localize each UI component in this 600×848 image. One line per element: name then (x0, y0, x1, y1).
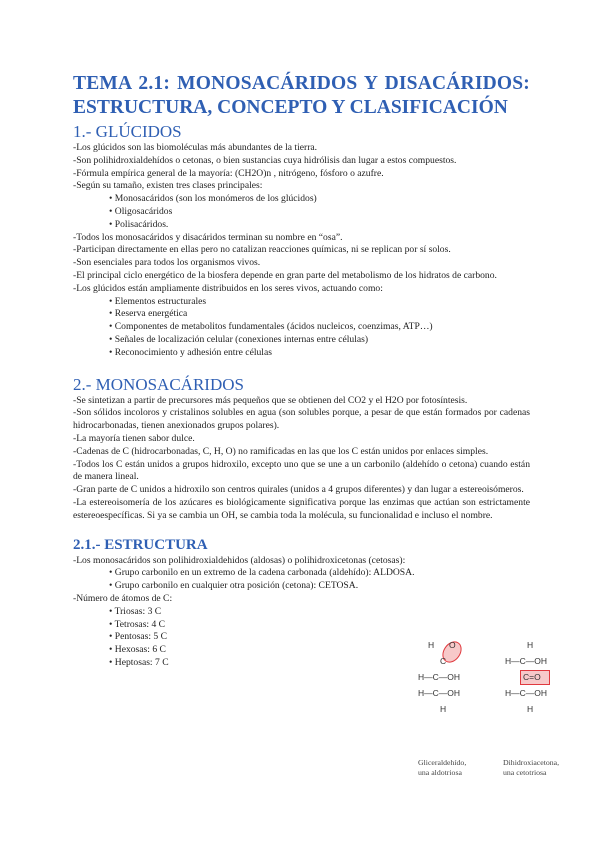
list-item: • Tetrosas: 4 C (109, 619, 530, 632)
list-item: • Grupo carbonilo en un extremo de la cadena carbonada (aldehído): ALDOSA. (109, 567, 530, 580)
section-heading-estructura: 2.1.- ESTRUCTURA (73, 536, 208, 553)
paragraph: -Todos los C están unidos a grupos hidroxilo, excepto uno que se une a un carbonilo (aldehído o cetona) cuando están de manera lineal. (73, 458, 530, 483)
document-page (73, 72, 530, 670)
paragraph: -Los monosacáridos son polihidroxialdehidos (aldosas) o polihidroxicetonas (cetosas): (73, 554, 406, 566)
atom-label: O (449, 640, 456, 650)
list-item: • Pentosas: 5 C (109, 631, 530, 644)
atom-label: H—C—OH (418, 672, 461, 682)
caption-gliceraldehido: Gliceraldehído, (418, 758, 467, 767)
atom-label: H (440, 704, 447, 714)
atom-label: H (428, 640, 435, 650)
paragraph: -Son esenciales para todos los organismos vivos. (73, 257, 261, 269)
classes-list (73, 193, 530, 231)
atom-label: C (440, 656, 447, 666)
paragraph: -Todos los monosacáridos y disacáridos terminan su nombre en “osa”. (73, 231, 343, 243)
list-item: • Hexosas: 6 C (109, 644, 530, 657)
atom-label: C=O (523, 672, 541, 682)
list-item: • Reconocimiento y adhesión entre células (109, 347, 530, 360)
paragraph: -Los glúcidos están ampliamente distribuidos en los seres vivos, actuando como: (73, 282, 383, 294)
list-item: • Polisacáridos. (109, 219, 530, 232)
paragraph: -Fórmula empírica general de la mayoría: (CH2O)n , nitrógeno, fósforo o azufre. (73, 167, 384, 179)
section-heading-glucidos: 1.- GLÚCIDOS (73, 122, 182, 141)
atom-label: H—C—OH (505, 656, 548, 666)
paragraph: -Son polihidroxialdehídos o cetonas, o bien sustancias cuya hidrólisis dan lugar a estos compuestos. (73, 154, 457, 166)
paragraph: -La estereoisomería de los azúcares es biológicamente significativa porque las enzimas que actúan son estrictamente estereoespecíficas. Si ya se cambia un OH, se cambia toda la molécula, su funcionalidad e incluso el nombre. (73, 496, 530, 521)
paragraph: -Número de átomos de C: (73, 592, 173, 604)
roles-list (73, 296, 530, 360)
page-title-line-2: ESTRUCTURA, CONCEPTO Y CLASIFICACIÓN (73, 97, 508, 118)
paragraph: -Participan directamente en ellas pero no catalizan reacciones químicas, ni se replican por sí solos. (73, 244, 451, 256)
section-heading-monosacaridos: 2.- MONOSACÁRIDOS (73, 374, 244, 394)
list-item: • Oligosacáridos (109, 206, 530, 219)
page-title-line-1: TEMA 2.1: MONOSACÁRIDOS Y DISACÁRIDOS: (73, 73, 530, 94)
paragraph: -Gran parte de C unidos a hidroxilo son centros quirales (unidos a 4 grupos diferentes) y dan lugar a estereoisómeros. (73, 484, 524, 496)
list-item: • Monosacáridos (son los monómeros de los glúcidos) (109, 193, 530, 206)
list-item: • Señales de localización celular (conexiones internas entre células) (109, 334, 530, 347)
paragraph: -Los glúcidos son las biomoléculas más abundantes de la tierra. (73, 142, 318, 153)
paragraph: -El principal ciclo energético de la biosfera depende en gran parte del metabolismo de los hidratos de carbono. (73, 269, 497, 281)
list-item: • Heptosas: 7 C (109, 657, 530, 670)
paragraph: -Se sintetizan a partir de precursores más pequeños que se obtienen del CO2 y el H2O por fotosíntesis. (73, 394, 468, 406)
list-item: • Triosas: 3 C (109, 606, 530, 619)
atom-label: H (527, 640, 534, 650)
carbonyl-group-list (73, 567, 530, 593)
paragraph: -Cadenas de C (hidrocarbonadas, C, H, O) no ramificadas en las que los C están unidos por enlaces simples. (73, 445, 489, 457)
atom-label: H—C—OH (418, 688, 461, 698)
atom-label: H—C—OH (505, 688, 548, 698)
paragraph: -Según su tamaño, existen tres clases principales: (73, 180, 263, 192)
list-item: • Componentes de metabolitos fundamentales (ácidos nucleicos, coenzimas, ATP…) (109, 321, 530, 334)
caption-gliceraldehido-sub: una aldotriosa (418, 768, 462, 777)
list-item: • Elementos estructurales (109, 296, 530, 309)
list-item: • Grupo carbonilo en cualquier otra posición (cetona): CETOSA. (109, 580, 530, 593)
atom-label: H (527, 704, 534, 714)
paragraph: -La mayoría tienen sabor dulce. (73, 432, 195, 444)
caption-dihidroxiacetona-sub: una cetotriosa (503, 768, 547, 777)
triose-structures-figure (418, 636, 568, 796)
paragraph: -Son sólidos incoloros y cristalinos solubles en agua (son solubles porque, a pesar de que están formados por cadenas hidrocarbonadas, tienen anexionados grupos polares). (73, 407, 530, 432)
caption-dihidroxiacetona: Dihidroxiacetona, (503, 758, 560, 767)
list-item: • Reserva energética (109, 308, 530, 321)
